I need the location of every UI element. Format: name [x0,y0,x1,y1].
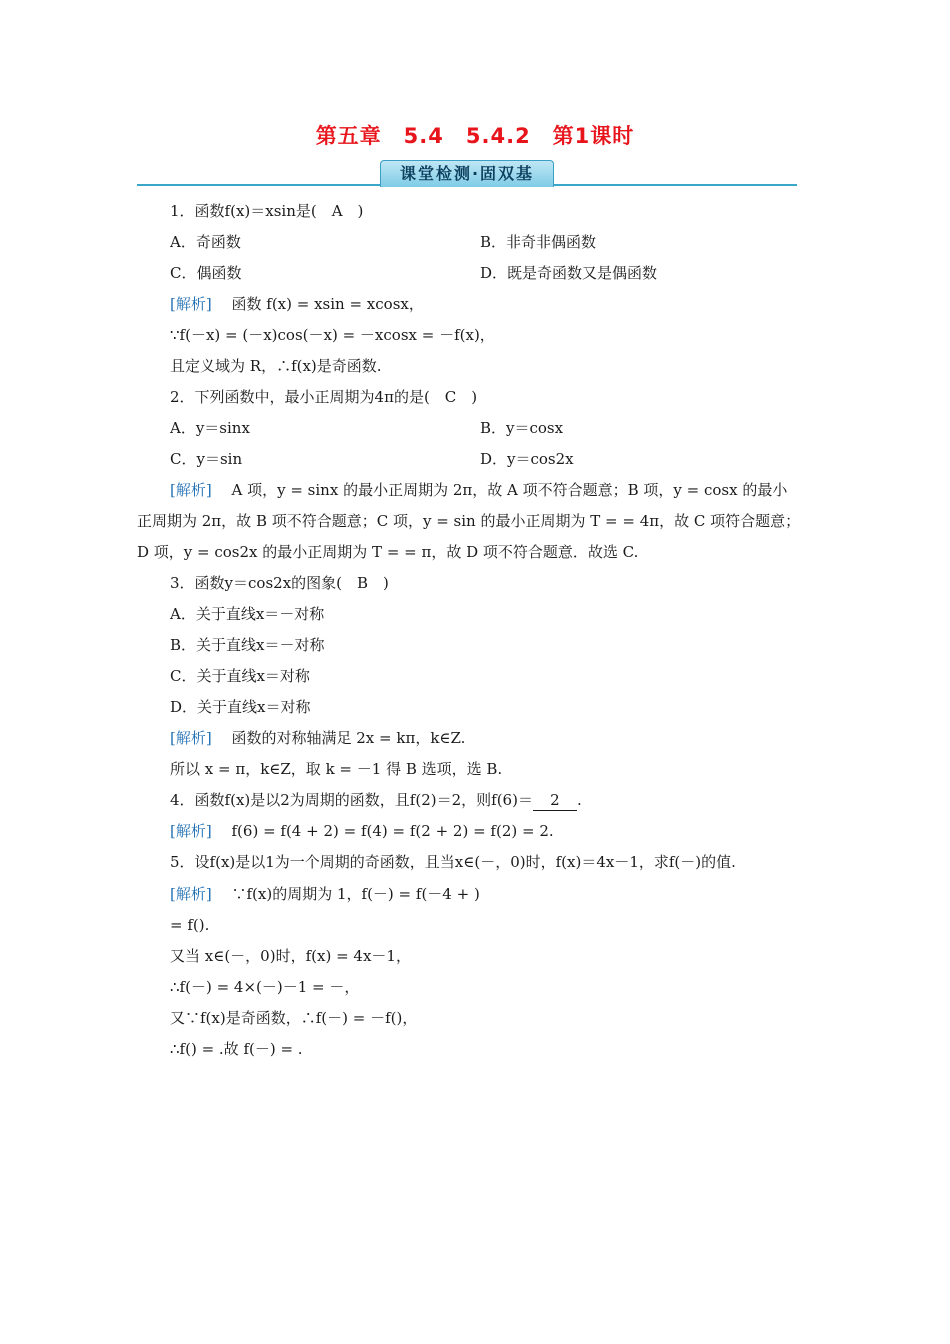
q4-analysis-text: f(6) = f(4 + 2) = f(4) = f(2 + 2) = f(2) = 2. [231,822,554,840]
q2-analysis-line-2: 正周期为 2π，故 B 项不符合题意；C 项，y = sin 的最小正周期为 T = = 4π，故 C 项符合题意； [137,512,801,530]
q2-option-d: D．y＝cos2x [480,450,574,468]
q5-analysis-line-5: 又∵f(x)是奇函数，∴f(－) = －f()， [170,1009,418,1027]
analysis-tag: [解析] [170,481,212,499]
q5-analysis-line-2: = f(). [170,916,210,934]
q1-analysis-line-2: ∵f(－x) = (－x)cos(－x) = －xcosx = －f(x)， [170,326,495,344]
q3-analysis [170,728,465,748]
q2-analysis [170,480,787,500]
q3-analysis-text: 函数的对称轴满足 2x = kπ，k∈Z. [231,729,466,747]
q4-analysis [170,821,554,841]
q5-stem: 5．设f(x)是以1为一个周期的奇函数，且当x∈(－，0)时，f(x)＝4x－1，求f(－)的值. [170,853,736,871]
q3-stem: 3．函数y＝cos2x的图象( B ) [170,574,389,592]
q3-option-b: B．关于直线x＝－对称 [170,636,325,654]
q1-option-d: D．既是奇函数又是偶函数 [480,264,658,282]
q5-analysis-line-6: ∴f() = .故 f(－) = . [170,1040,303,1058]
q5-analysis-text: ∵f(x)的周期为 1，f(－) = f(－4 + ) [231,885,480,903]
q1-option-c: C．偶函数 [170,264,242,282]
q1-analysis [170,294,424,314]
q4-answer-blank: 2 [533,790,577,811]
q2-analysis-line-3: D 项，y = cos2x 的最小正周期为 T = = π，故 D 项不符合题意．故选 C. [137,543,639,561]
q1-option-b: B．非奇非偶函数 [480,233,597,251]
q1-option-a: A．奇函数 [170,233,241,251]
q4-stem-text: 4．函数f(x)是以2为周期的函数，且f(2)＝2，则f(6)＝ [170,791,533,809]
q1-analysis-line-3: 且定义域为 R，∴f(x)是奇函数. [170,357,382,375]
q2-analysis-text: A 项，y = sinx 的最小正周期为 2π，故 A 项不符合题意；B 项，y = cosx 的最小 [231,481,788,499]
q1-analysis-text: 函数 f(x) = xsin = xcosx， [231,295,424,313]
analysis-tag: [解析] [170,822,212,840]
q2-stem: 2．下列函数中，最小正周期为4π的是( C ) [170,388,478,406]
analysis-tag: [解析] [170,885,212,903]
q3-option-a: A．关于直线x＝－对称 [170,605,325,623]
analysis-tag: [解析] [170,729,212,747]
q3-option-d: D．关于直线x＝对称 [170,698,311,716]
page-title: 第五章 5.4 5.4.2 第1课时 [315,124,635,148]
q2-option-c: C．y＝sin [170,450,243,468]
q3-analysis-line-2: 所以 x = π，k∈Z，取 k = －1 得 B 选项，选 B. [170,760,503,778]
q3-option-c: C．关于直线x＝对称 [170,667,310,685]
q4-stem [170,790,582,811]
q4-stem-end: . [576,791,582,809]
q1-stem: 1．函数f(x)＝xsin是( A ) [170,202,364,220]
analysis-tag: [解析] [170,295,212,313]
q2-option-b: B．y＝cosx [480,419,564,437]
q5-analysis [170,884,480,904]
q5-analysis-line-3: 又当 x∈(－，0)时，f(x) = 4x－1， [170,947,411,965]
q2-option-a: A．y＝sinx [170,419,250,437]
section-banner: 课堂检测·固双基 [380,160,554,187]
q5-analysis-line-4: ∴f(－) = 4×(－)－1 = －， [170,978,360,996]
